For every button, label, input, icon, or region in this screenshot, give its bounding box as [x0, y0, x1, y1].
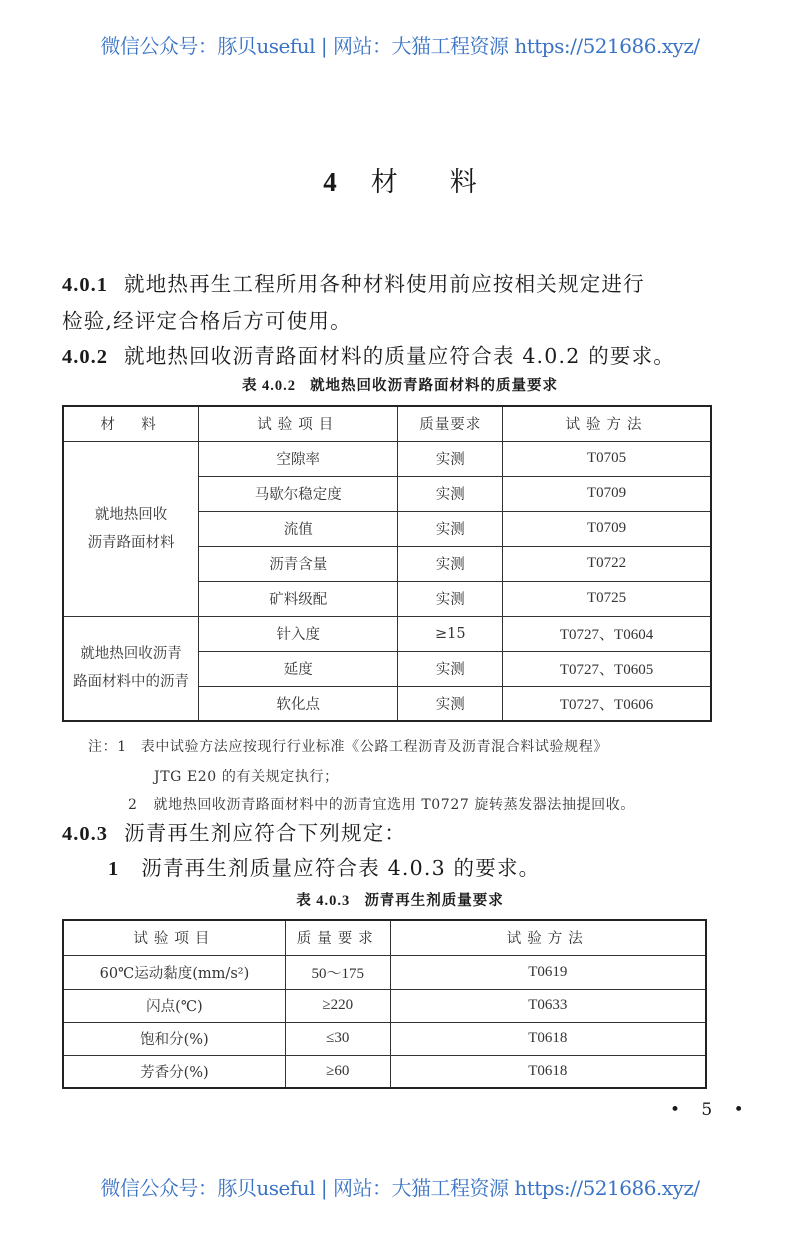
cell-method: T0705 [503, 441, 711, 476]
cell-test-item: 矿料级配 [199, 581, 398, 616]
cell-method: T0633 [390, 989, 706, 1022]
chapter-title-char2: 料 [449, 167, 477, 198]
table-header-row [63, 920, 706, 955]
cell-method: T0618 [390, 1055, 706, 1088]
table-4-0-3 [62, 919, 707, 1089]
cell-method: T0722 [503, 546, 711, 581]
caption-number: 表 4.0.2 [241, 378, 297, 394]
cell-method: T0727、T0604 [503, 616, 711, 651]
cell-method: T0619 [390, 955, 706, 989]
header-test-method: 试验方法 [503, 406, 711, 441]
header-test-method: 试验方法 [390, 920, 706, 955]
table-row [63, 955, 706, 989]
cell-method: T0618 [390, 1022, 706, 1055]
cell-method: T0709 [503, 511, 711, 546]
material-line: 沥青路面材料 [87, 534, 175, 551]
table-4-0-2 [62, 405, 712, 722]
note-number: 2 [128, 797, 138, 813]
table-4-0-2-caption [0, 374, 800, 395]
clause-text: 就地热再生工程所用各种材料使用前应按相关规定进行 [124, 272, 645, 296]
material-group-1 [63, 441, 199, 616]
clause-4-0-3-item-1 [108, 850, 540, 887]
material-line: 路面材料中的沥青 [73, 674, 190, 691]
cell-requirement: 实测 [398, 441, 503, 476]
clause-4-0-3 [62, 815, 406, 852]
clause-text: 就地热回收沥青路面材料的质量应符合表 4.0.2 的要求。 [124, 344, 675, 368]
cell-requirement: 实测 [398, 546, 503, 581]
clause-text-cont: 检验,经评定合格后方可使用。 [62, 309, 352, 333]
header-requirement: 质量要求 [285, 920, 390, 955]
item-number: 1 [108, 858, 120, 880]
header-test-item: 试验项目 [199, 406, 398, 441]
cell-test-item: 闪点(℃) [63, 989, 285, 1022]
cell-requirement: 实测 [398, 581, 503, 616]
watermark-top: 微信公众号：豚贝useful | 网站：大猫工程资源 https://521686.xyz/ [100, 34, 700, 58]
material-line: 就地热回收 [94, 506, 168, 523]
cell-test-item: 马歇尔稳定度 [199, 476, 398, 511]
cell-test-item: 饱和分(%) [63, 1022, 285, 1055]
clause-number: 4.0.2 [62, 346, 108, 368]
item-text: 沥青再生剂质量应符合表 4.0.3 的要求。 [141, 856, 541, 880]
material-line: 就地热回收沥青 [80, 646, 182, 663]
header-requirement: 质量要求 [398, 406, 503, 441]
header-test-item: 试验项目 [63, 920, 285, 955]
cell-requirement: ≤30 [285, 1022, 390, 1055]
cell-method: T0727、T0606 [503, 686, 711, 721]
clause-4-0-1 [62, 266, 645, 339]
cell-requirement: ≥60 [285, 1055, 390, 1088]
cell-test-item: 针入度 [199, 616, 398, 651]
chapter-heading [0, 160, 800, 199]
cell-test-item: 延度 [199, 651, 398, 686]
clause-number: 4.0.1 [62, 274, 108, 296]
caption-number: 表 4.0.3 [296, 893, 351, 909]
chapter-title-char1: 材 [370, 167, 398, 198]
note-text: 就地热回收沥青路面材料中的沥青宜选用 T0727 旋转蒸发器法抽提回收。 [153, 797, 635, 813]
caption-title: 沥青再生剂质量要求 [364, 892, 504, 909]
note-text: 表中试验方法应按现行行业标准《公路工程沥青及沥青混合料试验规程》 [140, 739, 608, 755]
cell-test-item: 空隙率 [199, 441, 398, 476]
table-row [63, 616, 711, 651]
cell-test-item: 芳香分(%) [63, 1055, 285, 1088]
cell-requirement: 50～175 [285, 955, 390, 989]
cell-requirement: ≥15 [398, 616, 503, 651]
cell-test-item: 软化点 [199, 686, 398, 721]
cell-method: T0727、T0605 [503, 651, 711, 686]
watermark-bottom: 微信公众号：豚贝useful | 网站：大猫工程资源 https://521686.xyz/ [100, 1176, 700, 1200]
cell-method: T0725 [503, 581, 711, 616]
cell-test-item: 流值 [199, 511, 398, 546]
table-note-1-cont: JTG E20 的有关规定执行； [154, 769, 339, 785]
table-note-1 [88, 736, 608, 756]
table-row [63, 989, 706, 1022]
cell-requirement: 实测 [398, 476, 503, 511]
table-note-2 [128, 794, 635, 814]
cell-method: T0709 [503, 476, 711, 511]
clause-4-0-2 [62, 338, 675, 375]
cell-test-item: 60℃运动黏度(mm/s²) [63, 955, 285, 989]
table-header-row [63, 406, 711, 441]
clause-text: 沥青再生剂应符合下列规定： [124, 821, 407, 845]
table-4-0-3-caption [0, 889, 800, 910]
table-row [63, 1022, 706, 1055]
cell-requirement: 实测 [398, 511, 503, 546]
page-number: • 5 • [670, 1100, 752, 1120]
cell-test-item: 沥青含量 [199, 546, 398, 581]
cell-requirement: 实测 [398, 651, 503, 686]
header-material: 材 料 [63, 406, 199, 441]
chapter-number: 4 [323, 167, 337, 197]
note-label: 注：1 [88, 739, 127, 755]
table-row [63, 441, 711, 476]
cell-requirement: ≥220 [285, 989, 390, 1022]
caption-title: 就地热回收沥青路面材料的质量要求 [310, 377, 559, 394]
material-group-2 [63, 616, 199, 721]
cell-requirement: 实测 [398, 686, 503, 721]
table-row [63, 1055, 706, 1088]
clause-number: 4.0.3 [62, 823, 108, 845]
